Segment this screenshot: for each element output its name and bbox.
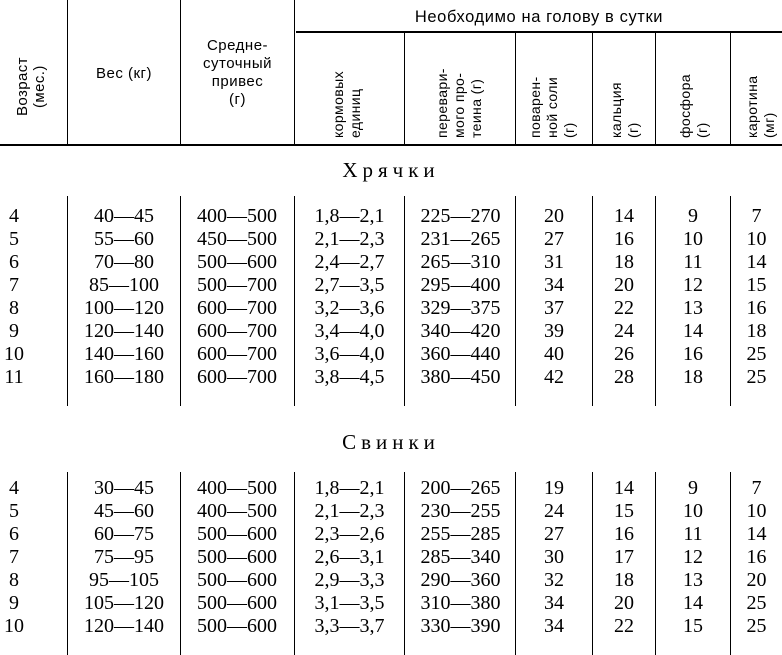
calcium-cell: 16	[614, 523, 634, 545]
header-salt	[527, 38, 578, 138]
table-row	[0, 568, 782, 592]
protein-cell: 230—255	[420, 500, 501, 522]
feed-units-cell: 2,4—2,7	[314, 251, 385, 273]
weight-cell: 140—160	[84, 343, 164, 365]
header-protein-line2: мого про-	[451, 72, 467, 138]
weight-cell: 45—60	[94, 500, 154, 522]
feed-units-cell: 3,6—4,0	[314, 343, 385, 365]
protein-cell: 360—440	[420, 343, 501, 365]
age-cell: 10	[4, 343, 24, 365]
table-row	[0, 499, 782, 523]
salt-cell: 40	[544, 343, 564, 365]
gain-cell: 500—600	[197, 592, 277, 614]
salt-cell: 42	[544, 366, 564, 388]
weight-cell: 105—120	[84, 592, 164, 614]
protein-cell: 255—285	[420, 523, 501, 545]
gain-cell: 600—700	[197, 366, 277, 388]
carotene-cell: 25	[746, 592, 767, 614]
gain-cell: 600—700	[197, 343, 277, 365]
protein-cell: 330—390	[420, 615, 501, 637]
calcium-cell: 24	[614, 320, 634, 342]
table-row	[0, 273, 782, 297]
header-protein	[434, 38, 485, 138]
header-weight: Вес (кг)	[95, 65, 153, 82]
weight-cell: 160—180	[84, 366, 164, 388]
age-cell: 8	[9, 297, 19, 319]
calcium-cell: 14	[614, 477, 634, 499]
gain-cell: 400—500	[197, 205, 277, 227]
salt-cell: 39	[544, 320, 564, 342]
salt-cell: 24	[544, 500, 564, 522]
header-carotene-line2: (мг)	[761, 112, 777, 138]
gain-cell: 500—600	[197, 251, 277, 273]
protein-cell: 225—270	[420, 205, 501, 227]
weight-cell: 120—140	[84, 320, 164, 342]
table-row	[0, 614, 782, 638]
age-cell: 5	[9, 228, 19, 250]
protein-cell: 285—340	[420, 546, 501, 568]
age-cell: 6	[9, 523, 19, 545]
weight-cell: 55—60	[94, 228, 154, 250]
salt-cell: 37	[544, 297, 564, 319]
phosphorus-cell: 16	[683, 343, 703, 365]
calcium-cell: 20	[614, 274, 634, 296]
phosphorus-cell: 15	[683, 615, 703, 637]
protein-cell: 231—265	[420, 228, 501, 250]
calcium-cell: 18	[614, 251, 634, 273]
phosphorus-cell: 9	[688, 205, 698, 227]
gain-cell: 400—500	[197, 500, 277, 522]
gain-cell: 500—700	[197, 274, 277, 296]
table-row	[0, 250, 782, 274]
carotene-cell: 10	[746, 228, 767, 250]
table-row	[0, 591, 782, 615]
carotene-cell: 14	[746, 251, 767, 273]
age-cell: 7	[9, 274, 19, 296]
age-cell: 11	[4, 366, 24, 388]
table-row	[0, 365, 782, 389]
age-cell: 6	[9, 251, 19, 273]
age-cell: 9	[9, 592, 19, 614]
gain-cell: 500—600	[197, 523, 277, 545]
header-feed-units-line1: кормовых	[330, 71, 346, 138]
calcium-cell: 20	[614, 592, 634, 614]
carotene-cell: 15	[746, 274, 767, 296]
table-row	[0, 319, 782, 343]
protein-cell: 329—375	[420, 297, 501, 319]
age-cell: 4	[9, 205, 19, 227]
phosphorus-cell: 12	[683, 546, 703, 568]
weight-cell: 85—100	[89, 274, 159, 296]
header-calcium	[608, 38, 642, 138]
header-divider	[655, 31, 656, 144]
weight-cell: 30—45	[94, 477, 154, 499]
header-calcium-line2: (г)	[625, 122, 641, 138]
protein-cell: 200—265	[420, 477, 501, 499]
header-feed-units	[330, 38, 364, 138]
phosphorus-cell: 10	[683, 228, 703, 250]
gain-cell: 450—500	[197, 228, 277, 250]
protein-cell: 380—450	[420, 366, 501, 388]
weight-cell: 70—80	[94, 251, 154, 273]
calcium-cell: 14	[614, 205, 634, 227]
salt-cell: 19	[544, 477, 564, 499]
weight-cell: 100—120	[84, 297, 164, 319]
header-salt-line3: (г)	[561, 122, 577, 138]
header-divider	[404, 31, 405, 144]
header-carotene	[744, 38, 778, 138]
calcium-cell: 15	[614, 500, 634, 522]
carotene-cell: 7	[751, 205, 762, 227]
gain-cell: 600—700	[197, 297, 277, 319]
calcium-cell: 22	[614, 615, 634, 637]
header-gain-line3: привес	[211, 73, 264, 90]
salt-cell: 27	[544, 523, 564, 545]
age-cell: 8	[9, 569, 19, 591]
age-cell: 4	[9, 477, 19, 499]
header-protein-line3: теина (г)	[468, 78, 484, 138]
carotene-cell: 16	[746, 546, 767, 568]
gain-cell: 600—700	[197, 320, 277, 342]
table-row	[0, 296, 782, 320]
feed-units-cell: 3,8—4,5	[314, 366, 385, 388]
salt-cell: 20	[544, 205, 564, 227]
header-divider	[730, 31, 731, 144]
header-calcium-line1: кальция	[608, 82, 624, 138]
table-row	[0, 227, 782, 251]
protein-cell: 340—420	[420, 320, 501, 342]
salt-cell: 34	[544, 592, 564, 614]
feed-units-cell: 3,1—3,5	[314, 592, 385, 614]
calcium-cell: 17	[614, 546, 634, 568]
gain-cell: 500—600	[197, 615, 277, 637]
age-cell: 7	[9, 546, 19, 568]
salt-cell: 30	[544, 546, 564, 568]
phosphorus-cell: 14	[683, 320, 703, 342]
feed-units-cell: 3,2—3,6	[314, 297, 385, 319]
phosphorus-cell: 13	[683, 297, 703, 319]
header-feed-units-line2: единиц	[347, 88, 363, 138]
table-row	[0, 545, 782, 569]
table-row	[0, 204, 782, 228]
feed-units-cell: 3,4—4,0	[314, 320, 385, 342]
carotene-cell: 18	[746, 320, 767, 342]
section-title-gilts: Свинки	[342, 430, 440, 454]
header-age	[14, 34, 48, 140]
phosphorus-cell: 13	[683, 569, 703, 591]
header-group-rule	[296, 31, 782, 33]
carotene-cell: 16	[746, 297, 767, 319]
header-protein-line1: перевари-	[434, 68, 450, 138]
weight-cell: 120—140	[84, 615, 164, 637]
header-group-title: Необходимо на голову в сутки	[414, 8, 664, 26]
header-salt-line2: ной соли	[544, 76, 560, 138]
calcium-cell: 18	[614, 569, 634, 591]
section-title-boars: Хрячки	[342, 158, 440, 182]
feed-units-cell: 1,8—2,1	[314, 477, 385, 499]
calcium-cell: 28	[614, 366, 634, 388]
salt-cell: 32	[544, 569, 564, 591]
carotene-cell: 25	[746, 343, 767, 365]
header-phosphorus-line1: фосфора	[677, 74, 693, 138]
phosphorus-cell: 18	[683, 366, 703, 388]
weight-cell: 95—105	[89, 569, 159, 591]
header-phosphorus	[677, 38, 711, 138]
header-gain-line4: (г)	[229, 91, 246, 108]
carotene-cell: 25	[746, 615, 767, 637]
salt-cell: 31	[544, 251, 564, 273]
carotene-cell: 14	[746, 523, 767, 545]
phosphorus-cell: 10	[683, 500, 703, 522]
salt-cell: 34	[544, 274, 564, 296]
weight-cell: 60—75	[94, 523, 154, 545]
salt-cell: 27	[544, 228, 564, 250]
weight-cell: 40—45	[94, 205, 154, 227]
gain-cell: 500—600	[197, 569, 277, 591]
salt-cell: 34	[544, 615, 564, 637]
table-row	[0, 342, 782, 366]
feed-units-cell: 2,7—3,5	[314, 274, 385, 296]
feed-units-cell: 2,1—2,3	[314, 228, 385, 250]
table-row	[0, 522, 782, 546]
protein-cell: 310—380	[420, 592, 501, 614]
phosphorus-cell: 9	[688, 477, 698, 499]
calcium-cell: 26	[614, 343, 634, 365]
header-salt-line1: поварен-	[527, 76, 543, 138]
header-gain-line1: Средне-	[206, 37, 269, 54]
phosphorus-cell: 11	[683, 251, 703, 273]
header-divider	[515, 31, 516, 144]
weight-cell: 75—95	[94, 546, 154, 568]
age-cell: 9	[9, 320, 19, 342]
protein-cell: 295—400	[420, 274, 501, 296]
phosphorus-cell: 12	[683, 274, 703, 296]
header-phosphorus-line2: (г)	[694, 122, 710, 138]
carotene-cell: 20	[746, 569, 767, 591]
feed-units-cell: 3,3—3,7	[314, 615, 385, 637]
protein-cell: 265—310	[420, 251, 501, 273]
age-cell: 10	[4, 615, 24, 637]
header-age-line2: (мес.)	[31, 65, 48, 109]
header-carotene-line1: каротина	[744, 75, 760, 138]
header-age-line1: Возраст	[14, 57, 31, 117]
calcium-cell: 22	[614, 297, 634, 319]
feed-units-cell: 2,9—3,3	[314, 569, 385, 591]
carotene-cell: 7	[751, 477, 762, 499]
header-gain	[181, 37, 294, 109]
feed-units-cell: 2,6—3,1	[314, 546, 385, 568]
header-bottom-rule	[0, 144, 782, 146]
feed-units-cell: 1,8—2,1	[314, 205, 385, 227]
header-divider	[592, 31, 593, 144]
feed-units-cell: 2,3—2,6	[314, 523, 385, 545]
phosphorus-cell: 11	[683, 523, 703, 545]
table-row	[0, 476, 782, 500]
calcium-cell: 16	[614, 228, 634, 250]
carotene-cell: 10	[746, 500, 767, 522]
header-gain-line2: суточный	[203, 55, 272, 72]
protein-cell: 290—360	[420, 569, 501, 591]
gain-cell: 500—600	[197, 546, 277, 568]
age-cell: 5	[9, 500, 19, 522]
gain-cell: 400—500	[197, 477, 277, 499]
feed-units-cell: 2,1—2,3	[314, 500, 385, 522]
carotene-cell: 25	[746, 366, 767, 388]
phosphorus-cell: 14	[683, 592, 703, 614]
